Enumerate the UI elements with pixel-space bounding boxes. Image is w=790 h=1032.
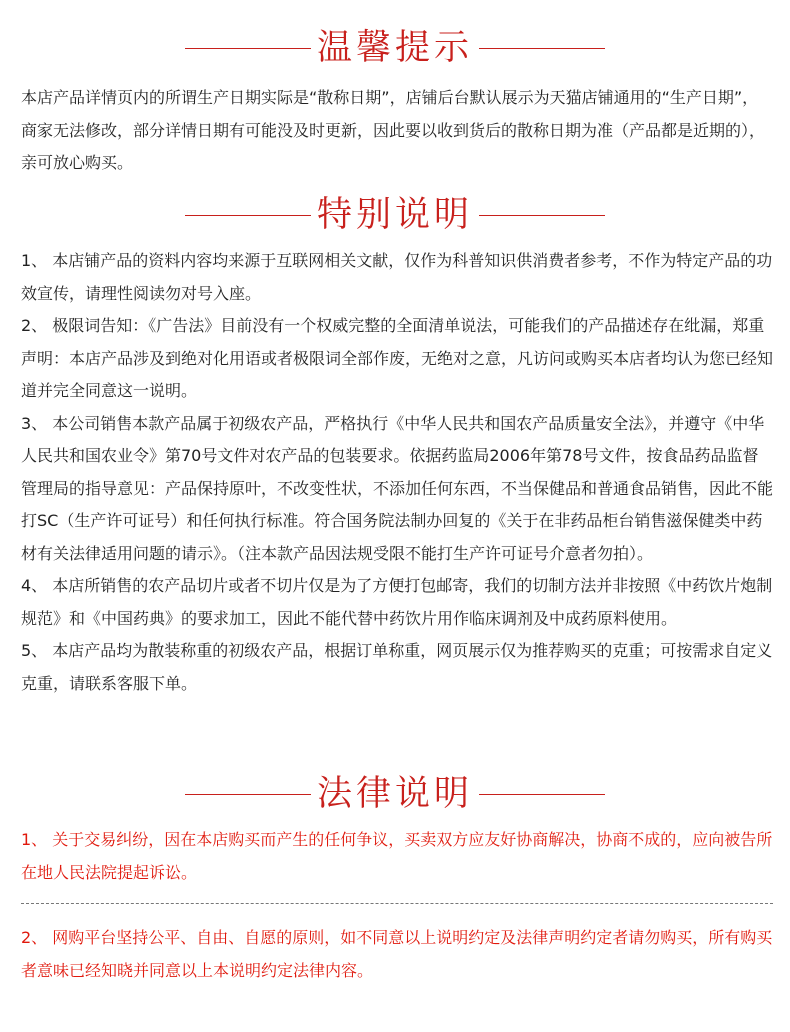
paragraph: 本店产品详情页内的所谓生产日期实际是“散称日期”，店铺后台默认展示为天猫店铺通用的“生产日期”，商家无法修改，部分详情日期有可能没及时更新，因此要以收到货后的散称日期为准（产品都是近期的），亲可放心购买。 (21, 88, 766, 172)
section-heading-tips (0, 22, 790, 74)
paragraph: 2、 网购平台坚持公平、自由、自愿的原则，如不同意以上说明约定及法律声明约定者请勿购买，所有购买者意味已经知晓并同意以上本说明约定法律内容。 (21, 928, 773, 980)
section-title: 温馨提示 (316, 28, 473, 68)
paragraph: 3、 本公司销售本款产品属于初级农产品，严格执行《中华人民共和国农产品质量安全法》，并遵守《中华人民共和国农业令》第70号文件对农产品的包装要求。依据药监局2006年第78号文件，按食品药品监督管理局的指导意见：产品保持原叶，不改变性状，不添加任何东西，不当保健品和普通食品销售，因此不能打SC（生产许可证号）和任何执行标准。符合国务院法制办回复的《关于在非药品柜台销售滋保健类中药材有关法律适用问题的请示》。（注本款产品因法规受限不能打生产许可证号介意者勿拍）。 (21, 413, 774, 563)
paragraph: 1、 关于交易纠纷，因在本店购买而产生的任何争议，买卖双方应友好协商解决，协商不成的，应向被告所在地人民法院提起诉讼。 (21, 830, 773, 882)
section-body-legal-3 (21, 922, 773, 987)
paragraph: 4、 本店所销售的农产品切片或者不切片仅是为了方便打包邮寄，我们的切制方法并非按照《中药饮片炮制规范》和《中国药典》的要求加工，因此不能代替中药饮片用作临床调剂及中成药原料使用。 (21, 576, 773, 628)
heading-rule-right (479, 794, 605, 795)
heading-rule-left (185, 794, 311, 795)
section-title: 特别说明 (316, 195, 473, 235)
section-body-legal-1 (21, 824, 773, 889)
heading-rule-right (479, 48, 605, 49)
section-heading-legal (0, 768, 790, 820)
section-body-tips (21, 82, 773, 180)
paragraph: 2、 极限词告知：《广告法》目前没有一个权威完整的全面清单说法，可能我们的产品描述存在纰漏，郑重声明：本店产品涉及到绝对化用语或者极限词全部作废，无绝对之意，凡访问或购买本店者均认为您已经知道并完全同意这一说明。 (21, 316, 774, 400)
paragraph: 1、 本店铺产品的资料内容均来源于互联网相关文献，仅作为科普知识供消费者参考，不作为特定产品的功效宣传，请理性阅读勿对号入座。 (21, 251, 773, 303)
heading-rule-right (479, 215, 605, 216)
section-body-special-notes (21, 245, 773, 700)
heading-rule-left (185, 215, 311, 216)
paragraph: 5、 本店产品均为散装称重的初级农产品，根据订单称重，网页展示仅为推荐购买的克重；可按需求自定义克重，请联系客服下单。 (21, 641, 773, 693)
heading-rule-left (185, 48, 311, 49)
dashed-divider (21, 903, 773, 904)
section-heading-special-notes (0, 189, 790, 241)
section-title: 法律说明 (316, 774, 473, 814)
